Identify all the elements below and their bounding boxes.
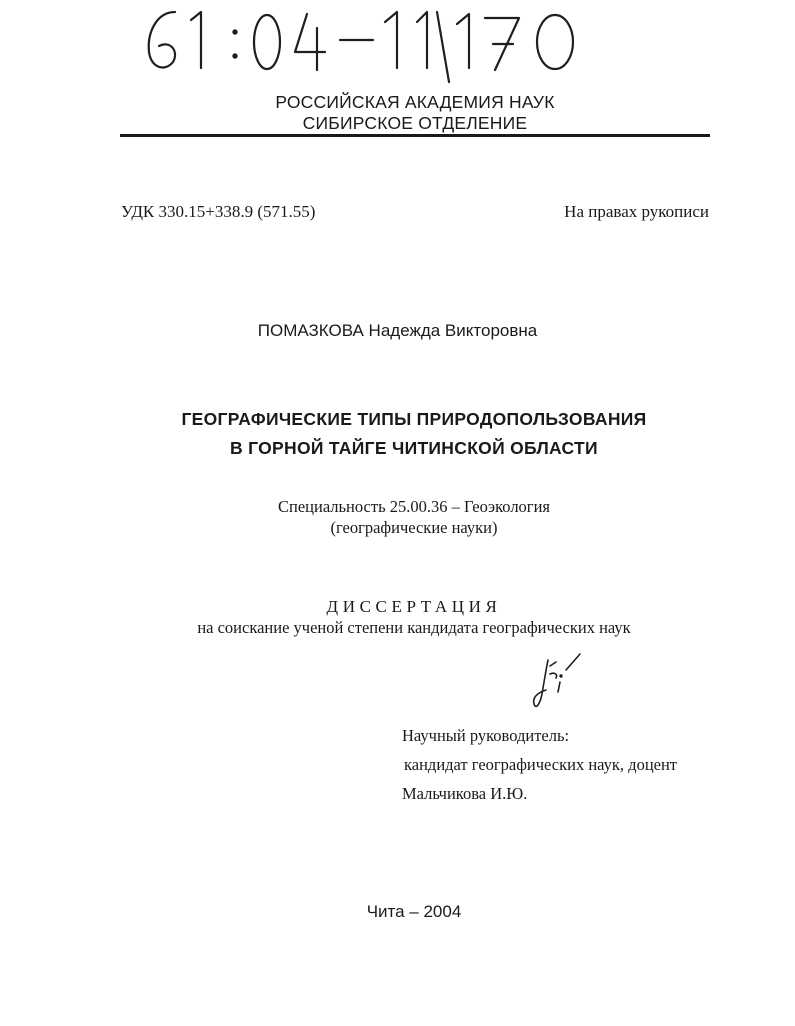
specialty-field: (географические науки) bbox=[330, 518, 498, 537]
supervisor-name: Мальчикова И.Ю. bbox=[402, 784, 528, 803]
header-divider bbox=[120, 134, 710, 137]
author-name: ПОМАЗКОВА Надежда Викторовна bbox=[257, 321, 538, 340]
handwritten-signature bbox=[528, 652, 590, 716]
manuscript-rights: На правах рукописи bbox=[564, 202, 709, 221]
dissertation-label: ДИССЕРТАЦИЯ bbox=[326, 597, 502, 616]
place-and-year: Чита – 2004 bbox=[366, 902, 462, 921]
dissertation-title-line1: ГЕОГРАФИЧЕСКИЕ ТИПЫ ПРИРОДОПОЛЬЗОВАНИЯ bbox=[181, 409, 647, 429]
degree-purpose: на соискание ученой степени кандидата географических наук bbox=[197, 618, 631, 637]
dissertation-title-line2: В ГОРНОЙ ТАЙГЕ ЧИТИНСКОЙ ОБЛАСТИ bbox=[230, 438, 598, 458]
supervisor-degree: кандидат географических наук, доцент bbox=[404, 755, 678, 774]
department-name: СИБИРСКОЕ ОТДЕЛЕНИЕ bbox=[302, 113, 528, 133]
supervisor-role: Научный руководитель: bbox=[402, 726, 570, 745]
udk-code: УДК 330.15+338.9 (571.55) bbox=[121, 202, 316, 221]
handwritten-archive-code bbox=[135, 2, 605, 84]
organization-name: РОССИЙСКАЯ АКАДЕМИЯ НАУК bbox=[275, 92, 555, 112]
specialty-code: Специальность 25.00.36 – Геоэкология bbox=[278, 497, 550, 516]
